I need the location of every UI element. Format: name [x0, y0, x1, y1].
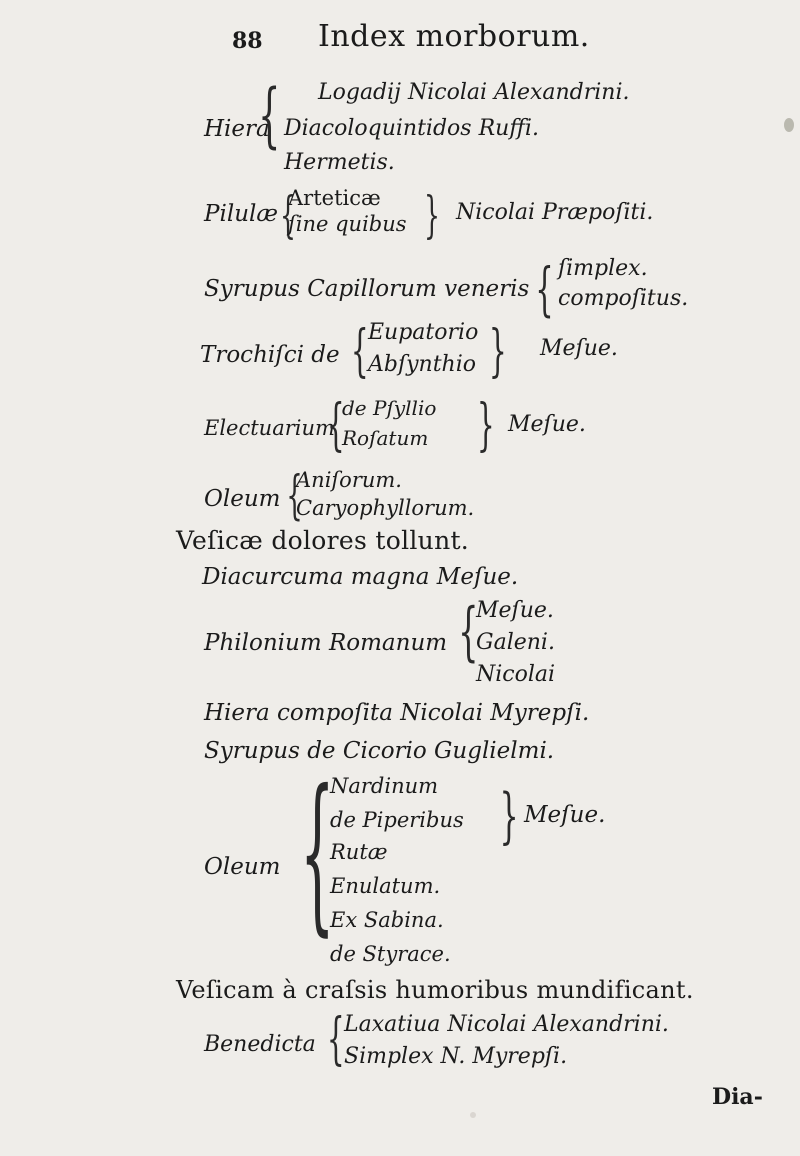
right-brace: } [488, 319, 507, 384]
trochisci-item: Abſynthio [368, 352, 477, 377]
left-brace: { [535, 255, 554, 323]
oleum-item: Caryophyllorum. [296, 496, 475, 520]
left-brace: { [458, 595, 479, 669]
philonium-item: Galeni. [476, 630, 555, 655]
syrupus-cicorio-entry: Syrupus de Cicorio Guglielmi. [204, 738, 555, 764]
running-title: Index morborum. [318, 19, 590, 54]
syrupus-capillorum-label: Syrupus Capillorum veneris [204, 276, 530, 302]
pilulae-item: ſine quibus [288, 212, 407, 236]
hiera-item: Logadij Nicolai Alexandrini. [318, 80, 630, 105]
paper-stain [470, 1112, 476, 1118]
left-brace: { [279, 186, 296, 244]
paper-stain [784, 118, 794, 132]
left-brace: { [300, 754, 335, 952]
pilulae-label: Pilulæ [204, 201, 278, 227]
electuarium-target: Meſue. [508, 412, 586, 437]
hiera-item: Diacoloquintidos Ruffi. [284, 116, 539, 141]
hiera-label: Hiera [204, 116, 270, 142]
oleum-label: Oleum [204, 486, 281, 512]
oleum-item: Enulatum. [330, 874, 441, 898]
pilulae-item: Arteticæ [288, 186, 381, 210]
syrupus-capillorum-item: ſimplex. [558, 256, 648, 281]
right-brace: } [499, 781, 519, 851]
oleum-item: Aniſorum. [296, 468, 402, 492]
page-number: 88 [232, 28, 263, 54]
left-brace: { [258, 74, 281, 156]
diacurcuma-entry: Diacurcuma magna Meſue. [202, 564, 519, 590]
philonium-item: Nicolai [476, 662, 556, 687]
hiera-composita-entry: Hiera compoſita Nicolai Myrepſi. [204, 700, 590, 726]
syrupus-capillorum-item: compoſitus. [558, 286, 689, 311]
left-brace: { [326, 393, 345, 458]
philonium-label: Philonium Romanum [204, 630, 448, 656]
oleum-item: Rutæ [330, 840, 388, 864]
oleum-item: de Styrace. [330, 942, 451, 966]
philonium-item: Meſue. [476, 598, 554, 623]
oleum-label: Oleum [204, 854, 281, 880]
oleum-target: Meſue. [524, 802, 606, 828]
trochisci-target: Meſue. [540, 336, 618, 361]
section-heading: Veſicam à craſsis humoribus mundificant. [176, 976, 694, 1004]
trochisci-item: Eupatorio [368, 320, 479, 345]
pilulae-target: Nicolai Præpoſiti. [456, 200, 654, 225]
benedicta-item: Laxatiua Nicolai Alexandrini. [344, 1012, 669, 1037]
left-brace: { [326, 1007, 345, 1072]
electuarium-item: Roſatum [342, 426, 429, 450]
benedicta-label: Benedicta [204, 1032, 316, 1057]
catchword: Dia- [712, 1084, 763, 1110]
oleum-item: de Piperibus [330, 808, 464, 832]
oleum-item: Ex Sabina. [330, 908, 444, 932]
electuarium-item: de Pſyllio [342, 396, 437, 420]
oleum-item: Nardinum [330, 774, 439, 798]
electuarium-label: Electuarium [204, 416, 335, 440]
section-heading: Veſicæ dolores tollunt. [176, 526, 470, 555]
benedicta-item: Simplex N. Myrepſi. [344, 1044, 568, 1069]
left-brace: { [350, 319, 369, 384]
trochisci-label: Trochiſci de [200, 342, 340, 368]
hiera-item: Hermetis. [284, 150, 395, 175]
right-brace: } [476, 393, 495, 458]
left-brace: { [286, 466, 303, 526]
right-brace: } [423, 186, 440, 244]
